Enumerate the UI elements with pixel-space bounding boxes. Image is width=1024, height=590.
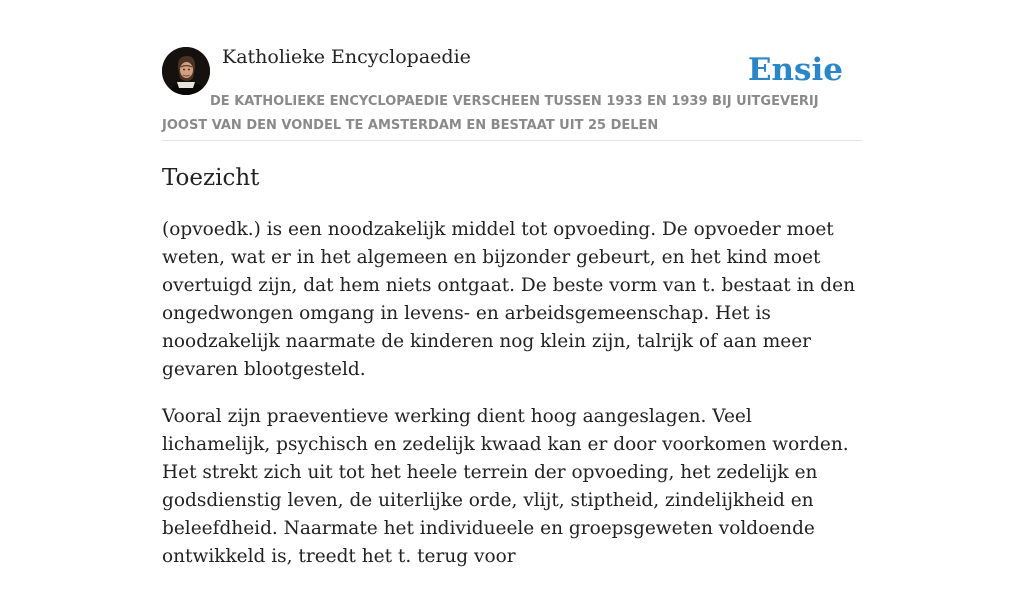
page	[162, 0, 862, 567]
article-title: Toezicht	[162, 165, 260, 191]
ensie-logo[interactable]: Ensie	[747, 52, 843, 88]
source-description: DE KATHOLIEKE ENCYCLOPAEDIE VERSCHEEN TUSSEN 1933 EN 1939 BIJ UITGEVERIJ JOOST VAN DEN VONDEL TE AMSTERDAM EN BESTAAT UIT 25 DELEN	[162, 94, 819, 133]
article-paragraph: (opvoedk.) is een noodzakelijk middel tot opvoeding. De opvoeder moet weten, wat er in het algemeen en bijzonder gebeurt, en het kind moet overtuigd zijn, dat hem niets ontgaat. De beste vorm van t. bestaat in den ongedwongen omgang in levens- en arbeidsgemeenschap. Het is noodzakelijk naarmate de kinderen nog klein zijn, talrijk of aan meer gevaren blootgesteld.	[162, 219, 855, 380]
article-paragraph: Vooral zijn praeventieve werking dient hoog aangeslagen. Veel lichamelijk, psychisch en zedelijk kwaad kan er door voorkomen worden. Het strekt zich uit tot het heele terrein der opvoeding, het zedelijk en godsdienstig leven, de uiterlijke orde, vlijt, stiptheid, zindelijkheid en beleefdheid. Naarmate het individueele en groepsgeweten voldoende ontwikkeld is, treedt het t. terug voor	[162, 406, 849, 567]
article-body	[162, 216, 862, 590]
portrait-avatar-icon[interactable]	[162, 47, 210, 95]
source-header	[162, 0, 862, 141]
source-title[interactable]: Katholieke Encyclopaedie	[222, 46, 471, 68]
